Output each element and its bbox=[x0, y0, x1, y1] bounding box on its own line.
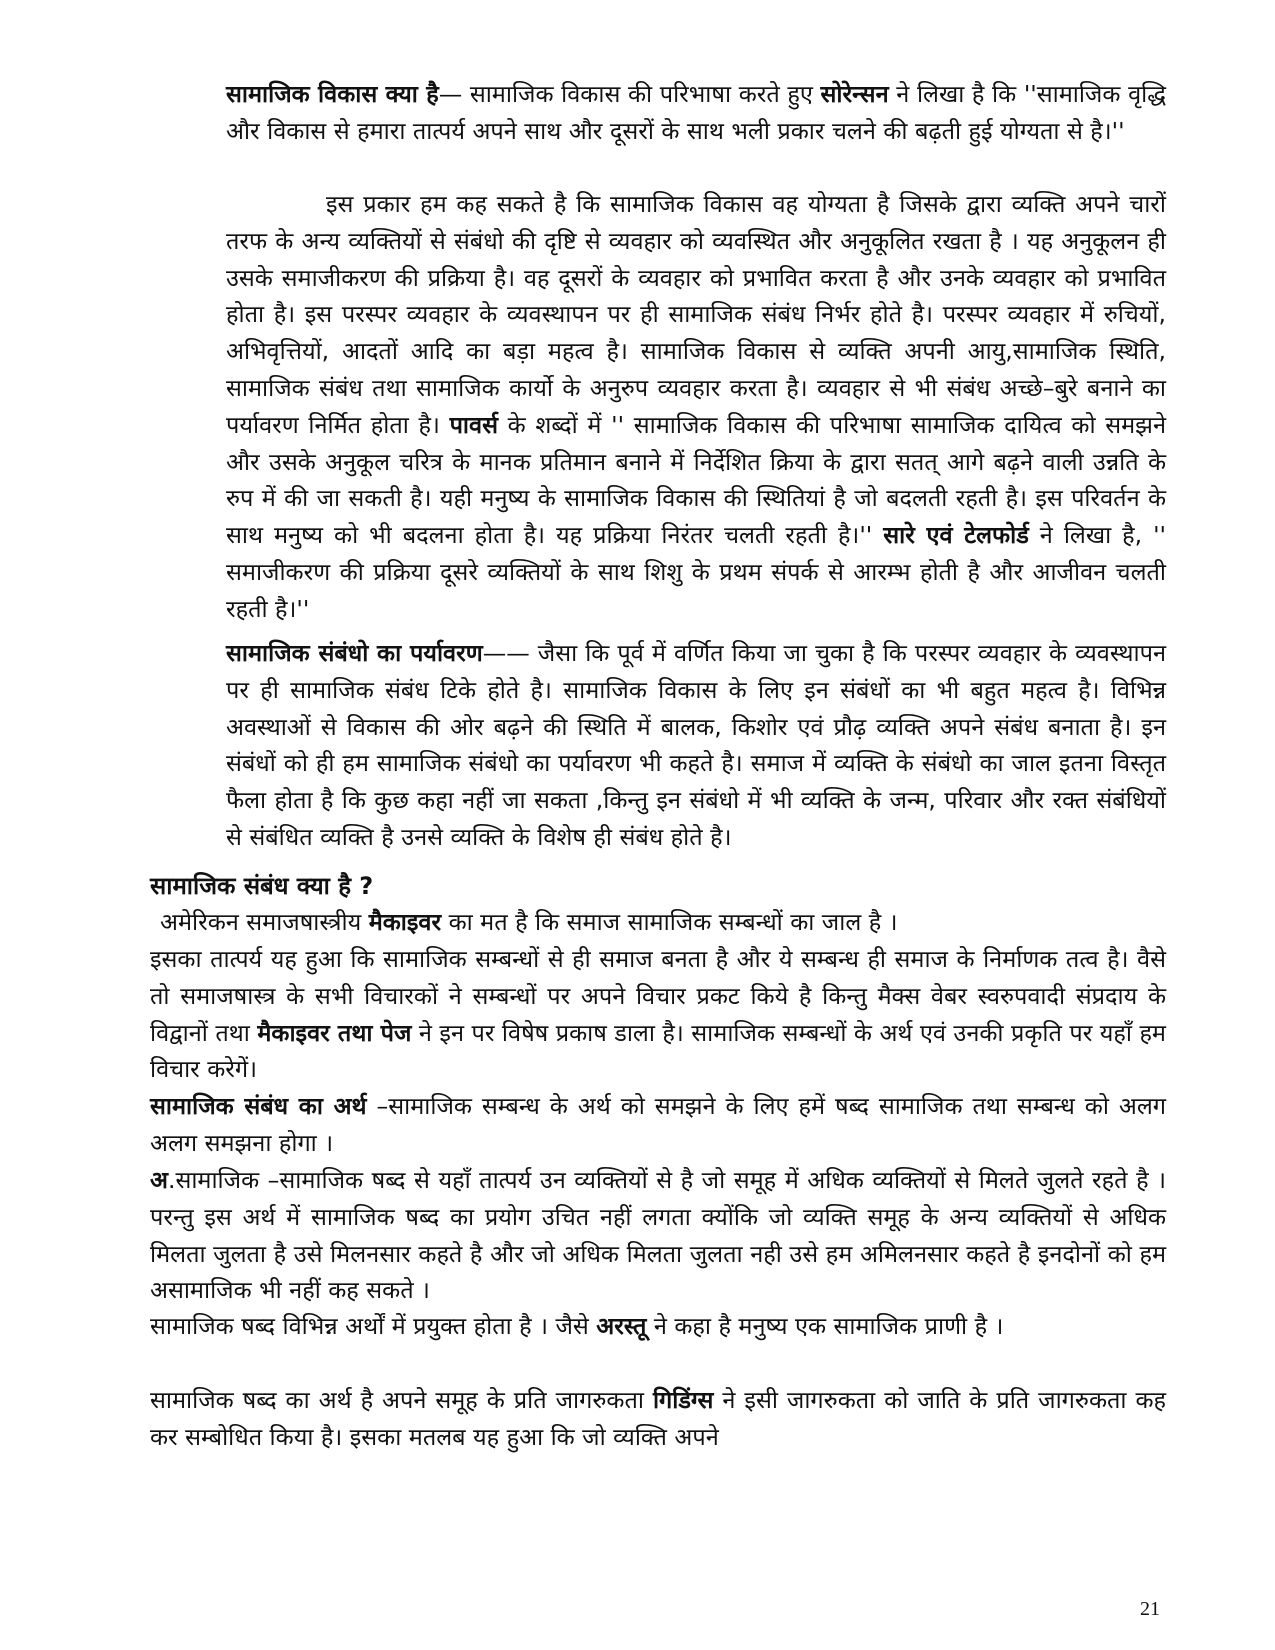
author-giddings: गिडिंग्स bbox=[652, 1386, 714, 1414]
paragraph-social-relations-environment bbox=[226, 635, 1166, 856]
paragraph-text: ने इसी जागरुकता को जाति के प्रति जागरुकता कह कर सम्बोधित किया है। इसका मतलब यह हुआ कि जो व्यक्ति अपने bbox=[150, 1386, 1166, 1451]
author-sare-telford: सारे एवं टेलफोर्ड bbox=[883, 521, 1029, 550]
paragraph-social-development-explanation bbox=[226, 186, 1166, 628]
paragraph-text: .सामाजिक –सामाजिक षब्द से यहॉं तात्पर्य उन व्यक्तियों से है जो समूह में अधिक व्यक्तियों से मिलते जुलते रहते है । परन्तु इस अर्थ में सामाजिक षब्द का प्रयोग उचित नहीं लगता क्योंकि जो व्यक्ति समूह के अन्य व्यक्तियों से अधिक मिलता जुलता है उसे मिलनसार कहते है और जो अधिक मिलता जुलता नही उसे हम अमिलनसार कहते है इनदोनों को हम असामाजिक भी नहीं कह सकते । bbox=[150, 1166, 1166, 1305]
paragraph-giddings bbox=[150, 1382, 1166, 1456]
paragraph-maciver-view bbox=[150, 904, 1166, 941]
author-maciver: मैकाइवर bbox=[368, 908, 442, 936]
term-social-development: सामाजिक विकास क्या है bbox=[226, 80, 439, 108]
page-number: 21 bbox=[1140, 1598, 1160, 1620]
paragraph-text: ने लिखा है, '' समाजीकरण की प्रक्रिया दूसरे व्यक्तियों के साथ शिशु के प्रथम संपर्क से आरम्भ होती है और आजीवन चलती रहती है।'' bbox=[226, 521, 1166, 623]
paragraph-text: अमेरिकन समाजषास्त्रीय bbox=[160, 908, 369, 936]
paragraph-text: ने कहा है मनुष्य एक सामाजिक प्राणी है । bbox=[646, 1312, 1004, 1340]
paragraph-text: सामाजिक षब्द का अर्थ है अपने समूह के प्रति जागरुकता bbox=[150, 1386, 653, 1414]
paragraph-text: ने इन पर विषेष प्रकाष डाला है। सामाजिक सम्बन्धों के अर्थ एवं उनकी प्रकृति पर यहॉं हम विचार करेगें। bbox=[150, 1018, 1166, 1084]
author-powers: पावर्स bbox=[449, 410, 498, 439]
author-sorensen: सोरेन्सन bbox=[820, 80, 889, 108]
author-maciver-page: मैकाइवर तथा पेज bbox=[257, 1018, 412, 1047]
section-heading: सामाजिक संबंध क्या है ? bbox=[150, 872, 374, 900]
author-aristotle: अरस्तू bbox=[596, 1312, 647, 1340]
term-relations-environment: सामाजिक संबंधो का पर्यावरण bbox=[226, 639, 483, 667]
paragraph-text: का मत है कि समाज सामाजिक सम्बन्धों का जाल है । bbox=[441, 908, 898, 936]
paragraph-text: इस प्रकार हम कह सकते है कि सामाजिक विकास वह योग्यता है जिसके द्वारा व्यक्ति अपने चारों तरफ के अन्य व्यक्तियों से संबंधो की दृष्टि से व्यवहार को व्यवस्थित और अनुकूलित रखता है । यह अनुकूलन ही उसके समाजीकरण की प्रक्रिया है। वह दूसरों के व्यवहार को प्रभावित करता है और उनके व्यवहार को प्रभावित होता है। इस परस्पर व्यवहार के व्यवस्थापन पर ही सामाजिक संबंध निर्भर होते है। परस्पर व्यवहार में रुचियों, अभिवृत्तियों, आदतों आदि का बड़ा महत्व है। सामाजिक विकास से व्यक्ति अपनी आयु,सामाजिक स्थिति, सामाजिक संबंध तथा सामाजिक कार्यो के अनुरुप व्यवहार करता है। व्यवहार से भी संबंध अच्छे–बुरे बनाने का पर्यावरण निर्मित होता है। bbox=[226, 190, 1166, 439]
term-meaning-social-relation: सामाजिक संबंध का अर्थ bbox=[150, 1092, 367, 1120]
paragraph-text: इसका तात्पर्य यह हुआ कि सामाजिक सम्बन्धों से ही समाज बनता है और ये सम्बन्ध ही समाज के निर्माणक तत्व है। वैसे तो समाजषास्त्र के सभी विचारकों ने सम्बन्धों पर अपने विचार प्रकट किये है किन्तु मैक्स वेबर स्वरुपवादी संप्रदाय के विद्वानों तथा bbox=[150, 945, 1166, 1047]
list-marker-a: अ bbox=[150, 1166, 168, 1194]
paragraph-social-word bbox=[150, 1162, 1166, 1309]
paragraph-text: —— जैसा कि पूर्व में वर्णित किया जा चुका है कि परस्पर व्यवहार के व्यवस्थापन पर ही सामाजिक संबंध टिके होते है। सामाजिक विकास के लिए इन संबंधों का भी बहुत महत्व है। विभिन्न अवस्थाओं से विकास की ओर बढ़ने की स्थिति में बालक, किशोर एवं प्रौढ़ व्यक्ति अपने संबंध बनाता है। इन संबंधों को ही हम सामाजिक संबंधो का पर्यावरण भी कहते है। समाज में व्यक्ति के संबंधो का जाल इतना विस्तृत फैला होता है कि कुछ कहा नहीं जा सकता ,किन्तु इन संबंधो में भी व्यक्ति के जन्म, परिवार और रक्त संबंधियों से संबंधित व्यक्ति है उनसे व्यक्ति के विशेष ही संबंध होते है। bbox=[226, 639, 1166, 851]
paragraph-social-development-definition bbox=[226, 76, 1166, 150]
paragraph-text: — सामाजिक विकास की परिभाषा करते हुए bbox=[438, 80, 821, 108]
paragraph-text: –सामाजिक सम्बन्ध के अर्थ को समझने के लिए हमें षब्द सामाजिक तथा सम्बन्ध को अलग अलग समझना होगा । bbox=[150, 1092, 1166, 1157]
paragraph-relations-meaning bbox=[150, 941, 1166, 1088]
paragraph-text: सामाजिक षब्द विभिन्न अर्थों में प्रयुक्त होता है । जैसे bbox=[150, 1312, 597, 1340]
paragraph-text: के शब्दों में '' सामाजिक विकास की परिभाषा सामाजिक दायित्व को समझने और उसके अनुकूल चरित्र के मानक प्रतिमान बनाने में निर्देशित क्रिया के द्वारा सतत् आगे बढ़ने वाली उन्नति के रुप में की जा सकती है। यही मनुष्य के सामाजिक विकास की स्थितियां है जो बदलती रहती है। इस परिवर्तन के साथ मनुष्य को भी बदलना होता है। यह प्रक्रिया निरंतर चलती रहती है।'' bbox=[226, 410, 1166, 550]
paragraph-text: ने लिखा है कि ''सामाजिक वृद्धि और विकास से हमारा तात्पर्य अपने साथ और दूसरों के साथ भली प्रकार चलने की बढ़ती हुई योग्यता से है।'' bbox=[226, 80, 1166, 145]
paragraph-aristotle bbox=[150, 1308, 1166, 1345]
paragraph-meaning-of-social-relation bbox=[150, 1088, 1166, 1162]
